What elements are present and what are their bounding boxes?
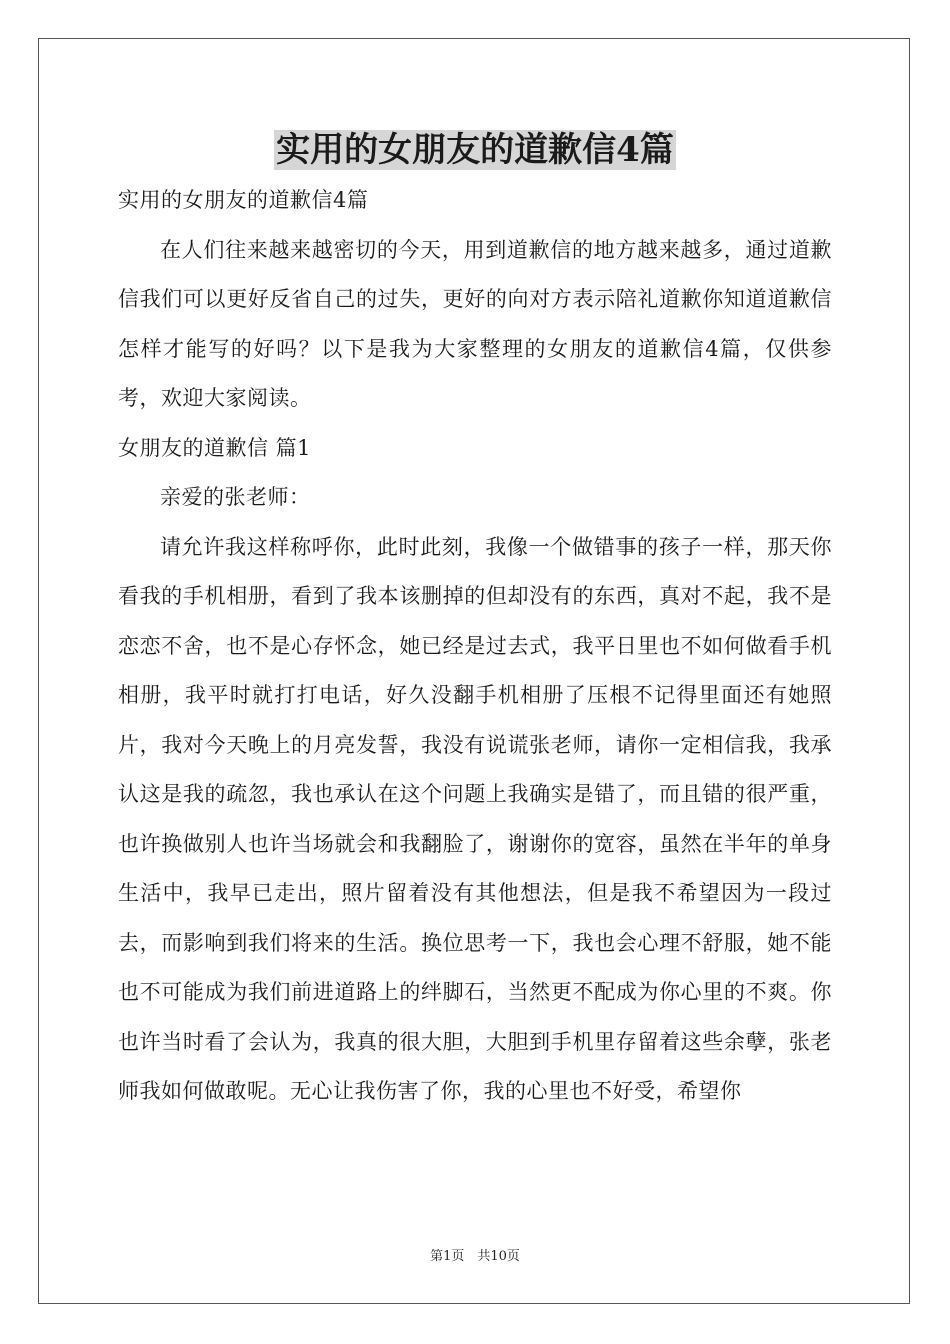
document-title	[0, 126, 950, 174]
page-number: 第1页 共10页	[430, 1249, 520, 1264]
document-title-text: 实用的女朋友的道歉信4篇	[276, 130, 674, 170]
salutation: 亲爱的张老师：	[160, 485, 311, 509]
subtitle-line: 实用的女朋友的道歉信4篇	[118, 188, 369, 212]
document-body	[118, 176, 832, 1117]
intro-paragraph: 在人们往来越来越密切的今天，用到道歉信的地方越来越多，通过道歉信我们可以更好反省自己的过失，更好的向对方表示陪礼道歉你知道道歉信怎样才能写的好吗？以下是我为大家整理的女朋友的道歉信4篇，仅供参考，欢迎大家阅读。	[118, 237, 832, 410]
letter-paragraph: 请允许我这样称呼你，此时此刻，我像一个做错事的孩子一样，那天你看我的手机相册，看到了我本该删掉的但却没有的东西，真对不起，我不是恋恋不舍，也不是心存怀念，她已经是过去式，我平日里也不如何做看手机相册，我平时就打打电话，好久没翻手机相册了压根不记得里面还有她照片，我对今天晚上的月亮发誓，我没有说谎张老师，请你一定相信我，我承认这是我的疏忽，我也承认在这个问题上我确实是错了，而且错的很严重，也许换做别人也许当场就会和我翻脸了，谢谢你的宽容，虽然在半年的单身生活中，我早已走出，照片留着没有其他想法，但是我不希望因为一段过去，而影响到我们将来的生活。换位思考一下，我也会心理不舒服，她不能也不可能成为我们前进道路上的绊脚石，当然更不配成为你心里的不爽。你也许当时看了会认为，我真的很大胆，大胆到手机里存留着这些余孽，张老师我如何做敢呢。无心让我伤害了你，我的心里也不好受，希望你	[118, 534, 832, 1103]
section-heading: 女朋友的道歉信 篇1	[118, 435, 312, 460]
